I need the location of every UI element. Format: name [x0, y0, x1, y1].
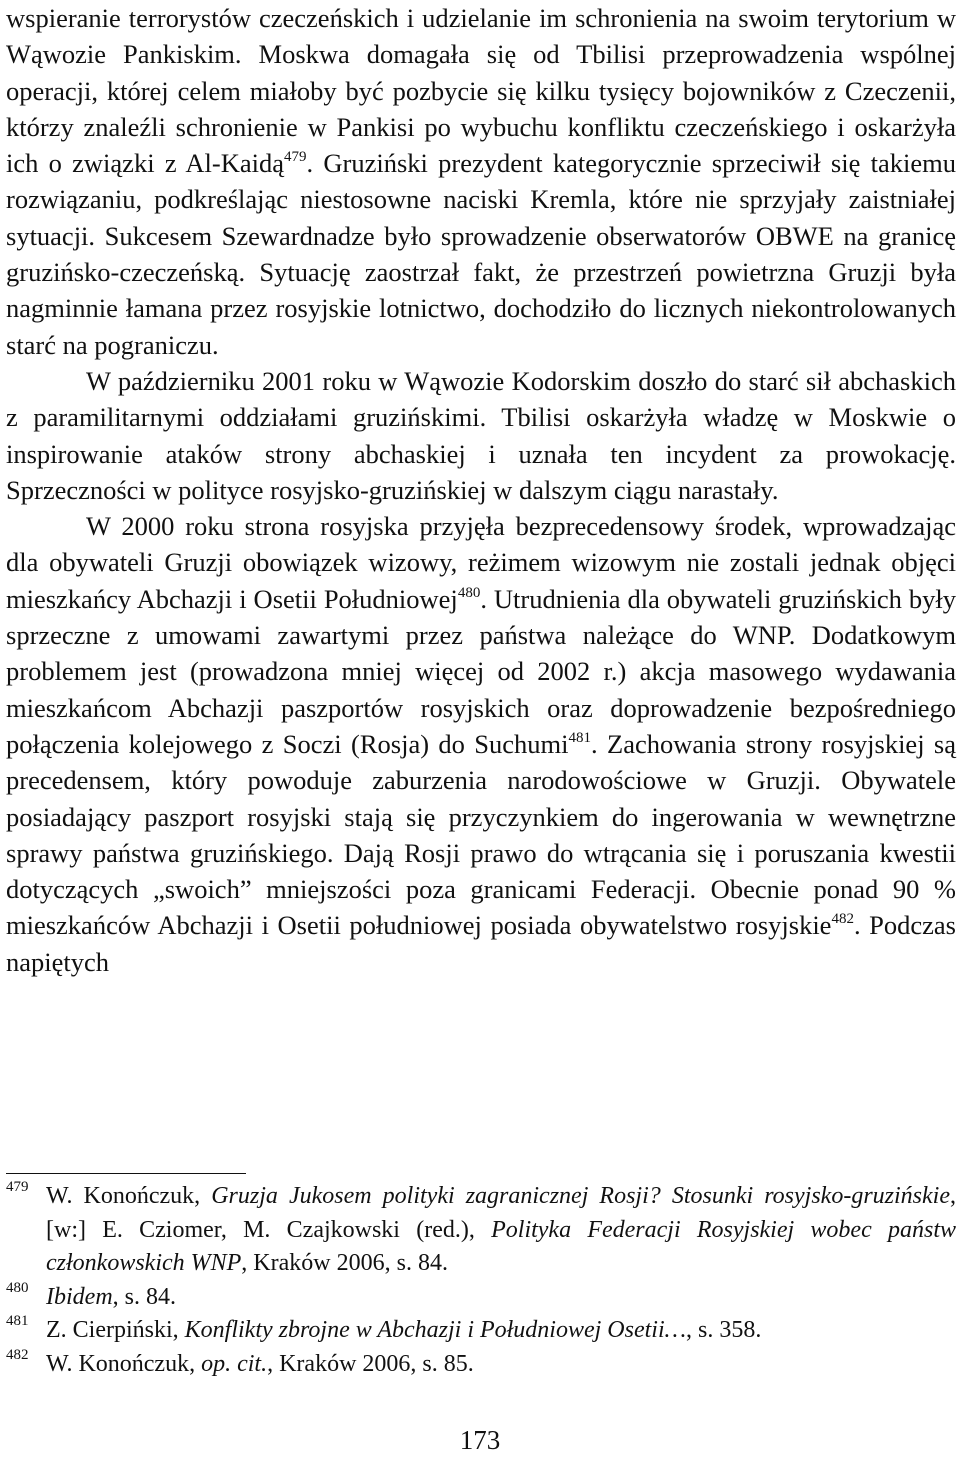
- paragraph-3-text-d: . Podczas napiętych: [6, 910, 956, 977]
- footnote-title-italic: op. cit.: [201, 1350, 268, 1377]
- footnote-text: , Kraków 2006, s. 85.: [267, 1350, 474, 1377]
- footnote-number: 480: [6, 1279, 29, 1296]
- document-body: [6, 0, 956, 980]
- footnote-title-italic: Ibidem: [46, 1283, 113, 1310]
- footnote-ref-482[interactable]: 482: [831, 911, 854, 928]
- footnote-title-italic: Polityka Federacji Rosyjskiej wobec państw członkowskich WNP: [46, 1216, 956, 1277]
- footnote-title-italic: Konflikty zbrojne w Abchazji i Południowej Osetii…: [184, 1317, 686, 1344]
- footnote-title-italic: Gruzja Jukosem polityki zagranicznej Rosji? Stosunki rosyjsko-gruzińskie: [211, 1183, 950, 1209]
- footnotes: [6, 1180, 956, 1382]
- footnote-text: , s. 358.: [685, 1317, 762, 1344]
- footnote-text: , s. 84.: [112, 1283, 176, 1310]
- footnote-479: [6, 1180, 956, 1281]
- paragraph-1-text-a: wspieranie terrorystów czeczeńskich i udzielanie im schronienia na swoim terytorium w Wąwozie Pankiskim. Moskwa domagała się od Tbilisi przeprowadzenia wspólnej operacji, której celem miałoby być pozbycie się kilku tysięcy bojowników z Czeczenii, którzy znaleźli schronienie w Pankisi po wybuchu konfliktu czeczeńskiego i oskarżyła ich o związki z Al-Kaidą: [6, 3, 956, 179]
- paragraph-2: W październiku 2001 roku w Wąwozie Kodorskim doszło do starć sił abchaskich z paramilitarnymi oddziałami gruzińskimi. Tbilisi oskarżyła władzę w Moskwie o inspirowanie ataków strony abchaskiej i uznała ten incydent za prowokację. Sprzeczności w polityce rosyjsko-gruzińskiej w dalszym ciągu narastały.: [6, 365, 956, 505]
- footnote-482: [6, 1348, 956, 1382]
- paragraph-1-text-b: . Gruziński prezydent kategorycznie sprzeciwił się takiemu rozwiązaniu, podkreślając niestosowne naciski Kremla, które nie sprzyjały zaistniałej sytuacji. Sukcesem Szewardnadze było sprowadzenie obserwatorów OBWE na granicę gruzińsko-czeczeńską. Sytuację zaostrzał fakt, że przestrzeń powietrzna Gruzji była nagminnie łamana przez rosyjskie lotnictwo, dochodziło do licznych niekontrolowanych starć na pograniczu.: [6, 148, 956, 360]
- paragraph-1: [6, 0, 956, 363]
- footnote-number: 482: [6, 1346, 29, 1363]
- footnote-number: 479: [6, 1179, 29, 1195]
- paragraph-3-text-b: . Utrudnienia dla obywateli gruzińskich były sprzeczne z umowami zawartymi przez państwa należące do WNP. Dodatkowym problemem jest (prowadzona mniej więcej od 2002 r.) akcja masowego wydawania mieszkańcom Abchazji paszportów rosyjskich oraz doprowadzenie bezpośredniego połączenia kolejowego z Soczi (Rosja) do Suchumi: [6, 583, 956, 759]
- footnote-481: [6, 1314, 956, 1348]
- footnote-text: W. Konończuk,: [46, 1183, 212, 1209]
- page-number: 173: [459, 1425, 501, 1455]
- footnote-number: 481: [6, 1313, 29, 1330]
- footnote-separator: [6, 1173, 246, 1174]
- footnote-text: W. Konończuk,: [46, 1350, 202, 1377]
- footnote-text: Z. Cierpiński,: [46, 1317, 185, 1344]
- paragraph-3-text-c: . Zachowania strony rosyjskiej są precedensem, który powoduje zaburzenia narodowościowe w Gruzji. Obywatele posiadający paszport rosyjski stają się przyczynkiem do ingerowania w wewnętrzne sprawy państwa gruzińskiego. Dają Rosji prawo do wtrącania się i poruszania kwestii dotyczących „swoich” mniejszości poza granicami Federacji. Obecnie ponad 90 % mieszkańców Abchazji i Osetii południowej posiada obywatelstwo rosyjskie: [6, 728, 956, 941]
- paragraph-3: [6, 508, 956, 980]
- paragraph-3-text-a: W 2000 roku strona rosyjska przyjęła bezprecedensowy środek, wprowadzając dla obywateli Gruzji obowiązek wizowy, reżimem wizowym nie zostali jednak objęci mieszkańcy Abchazji i Osetii Południowej: [6, 511, 956, 614]
- footnote-text: , Kraków 2006, s. 84.: [241, 1250, 448, 1277]
- footnote-ref-481[interactable]: 481: [568, 729, 592, 746]
- footnote-ref-479[interactable]: 479: [283, 149, 307, 166]
- footnote-ref-480[interactable]: 480: [457, 584, 481, 601]
- footnote-480: [6, 1281, 956, 1315]
- footnote-text: , [w:] E. Cziomer, M. Czajkowski (red.),: [46, 1183, 956, 1243]
